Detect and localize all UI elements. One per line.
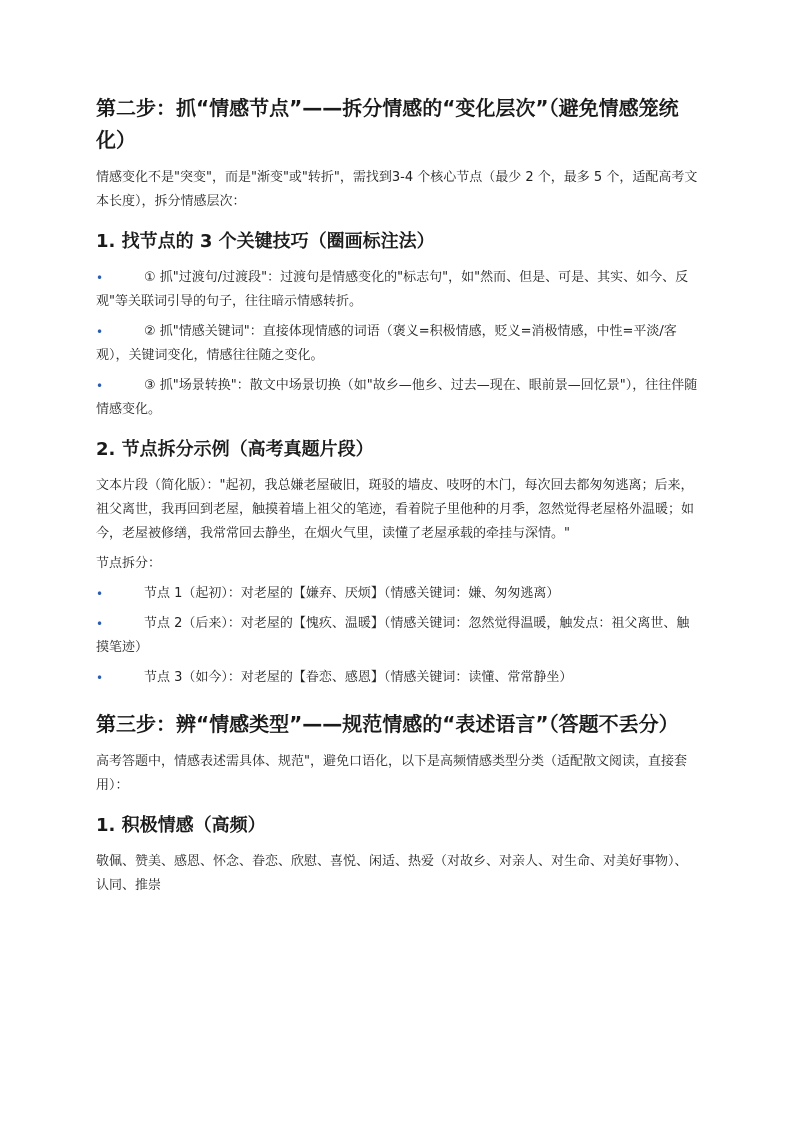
step3-heading: 第三步：辨“情感类型”——规范情感的“表述语言”（答题不丢分） xyxy=(96,712,679,736)
step2-intro: 情感变化不是"突变"，而是"渐变"或"转折"，需找到3-4 个核心节点（最少 2 个，最多 5 个，适配高考文本长度），拆分情感层次： xyxy=(96,170,698,209)
document-page xyxy=(96,92,700,904)
list-item xyxy=(96,320,700,368)
list-item-text: ② 抓"情感关键词"：直接体现情感的词语（褒义=积极情感，贬义=消极情感，中性=平淡/客观），关键词变化，情感往往随之变化。 xyxy=(96,324,677,363)
list-item-text: 节点 3（如今）：对老屋的【眷恋、感恩】（情感关键词：读懂、常常静坐） xyxy=(144,670,573,685)
list-item-text: ③ 抓"场景转换"：散文中场景切换（如"故乡—他乡、过去—现在、眼前景—回忆景"），往往伴随情感变化。 xyxy=(96,378,698,417)
technique-list xyxy=(96,266,700,422)
step2-heading: 第二步：抓“情感节点”——拆分情感的“变化层次”（避免情感笼统化） xyxy=(96,96,679,152)
bullet-dot-icon: • xyxy=(96,587,104,601)
step2-sub2-heading: 2. 节点拆分示例（高考真题片段） xyxy=(96,439,374,460)
list-item xyxy=(96,612,700,660)
node-split-label: 节点拆分： xyxy=(96,556,162,571)
step2-sub1-heading: 1. 找节点的 3 个关键技巧（圈画标注法） xyxy=(96,231,435,252)
list-item-text: 节点 2（后来）：对老屋的【愧疚、温暖】（情感关键词：忽然觉得温暖，触发点：祖父离世、触摸笔迹） xyxy=(96,616,690,655)
step3-sub1-heading: 1. 积极情感（高频） xyxy=(96,815,266,836)
step3-intro: 高考答题中，情感表述需具体、规范"，避免口语化，以下是高频情感类型分类（适配散文阅读，直接套用）： xyxy=(96,754,687,793)
bullet-dot-icon: • xyxy=(96,617,104,631)
bullet-dot-icon: • xyxy=(96,671,104,685)
positive-emotions-text: 敬佩、赞美、感恩、怀念、眷恋、欣慰、喜悦、闲适、热爱（对故乡、对亲人、对生命、对美好事物）、认同、推崇 xyxy=(96,854,688,893)
bullet-dot-icon: • xyxy=(96,325,104,339)
list-item-text: 节点 1（起初）：对老屋的【嫌弃、厌烦】（情感关键词：嫌、匆匆逃离） xyxy=(144,586,560,601)
list-item xyxy=(96,266,700,314)
bullet-dot-icon: • xyxy=(96,271,104,285)
bullet-dot-icon: • xyxy=(96,379,104,393)
list-item xyxy=(96,666,700,690)
sample-passage: 文本片段（简化版）："起初，我总嫌老屋破旧，斑驳的墙皮、吱呀的木门，每次回去都匆匆逃离；后来，祖父离世，我再回到老屋，触摸着墙上祖父的笔迹，看着院子里他种的月季，忽然觉得老屋格外温暖；如今，老屋被修缮，我常常回去静坐，在烟火气里，读懂了老屋承载的牵挂与深情。" xyxy=(96,478,695,541)
list-item xyxy=(96,374,700,422)
list-item xyxy=(96,582,700,606)
list-item-text: ① 抓"过渡句/过渡段"：过渡句是情感变化的"标志句"，如"然而、但是、可是、其实、如今、反观"等关联词引导的句子，往往暗示情感转折。 xyxy=(96,270,689,309)
node-list xyxy=(96,582,700,690)
